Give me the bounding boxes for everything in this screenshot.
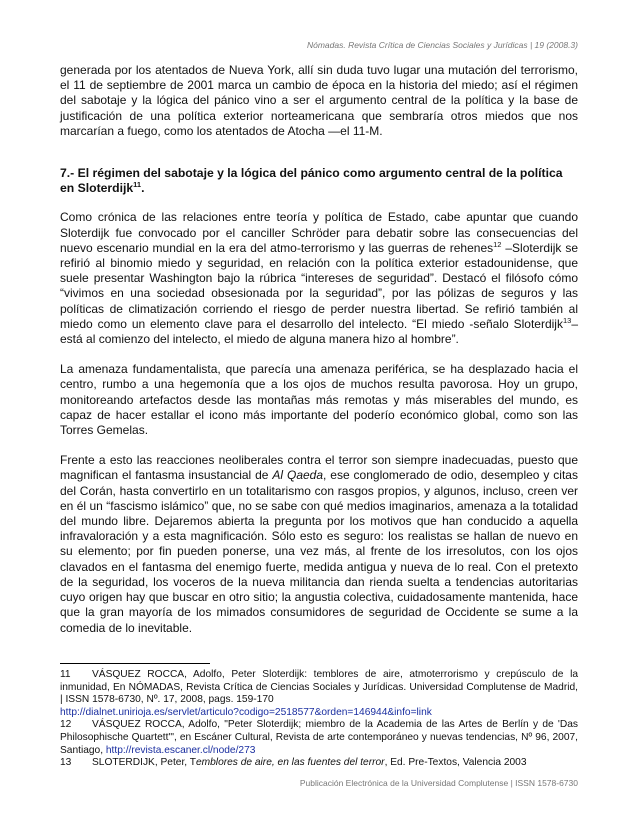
footnote-text: VÁSQUEZ ROCCA, Adolfo, "Peter Sloterdijk; miembro de la Academia de las Artes de Berlín y de 'Das Philosophische Quartett'", en Escáner Cultural, Revista de arte contemporáneo y nuevas tendencias, Nº 96, 2007, Santiago, (60, 719, 578, 756)
running-header (60, 40, 578, 50)
running-footer (60, 778, 578, 788)
journal-line: Nómadas. Revista Crítica de Ciencias Sociales y Jurídicas | 19 (2008.3) (306, 40, 578, 50)
footnote-ref-12: 12 (493, 239, 502, 249)
footnote-link[interactable]: http://revista.escaner.cl/node/273 (105, 744, 256, 756)
footnote-separator (60, 663, 210, 664)
main-text (60, 63, 578, 636)
paragraph-2-part-b: –Sloterdijk se refirió al binomio miedo y seguridad, en relación con la política exterior estadounidense, que suele presentar Washington bajo la rúbrica “intereses de seguridad”. Destacó el filósofo cómo “vivimos en una sociedad obsesionada por la seguridad”, por las pólizas de seguros y las políticas de climatización corriendo el riesgo de perder nuestra libertad. Se refirió también al miedo como un elemento clave para el desarrollo del intelecto. “El miedo -señalo Sloterdijk (60, 240, 578, 331)
footnote-12 (60, 719, 578, 757)
publication-line: Publicación Electrónica de la Universidad Complutense | ISSN 1578-6730 (299, 778, 578, 788)
footnote-ref-11: 11 (133, 180, 142, 190)
footnote-link[interactable]: http://dialnet.unirioja.es/servlet/articulo?codigo=2518577&orden=146944&info=link (60, 706, 432, 718)
footnotes (60, 669, 578, 770)
footnote-number: 13 (60, 757, 72, 769)
paragraph-4-part-b: , ese conglomerado de odio, desempleo y citas del Corán, hasta convertirlo en un totalitarismo con rasgos propios, y algunos, incluso, creen ver en él un “fascismo islámico” que, no se sabe con qué medios imaginarios, amenaza a la totalidad del mundo libre. Dejaremos abierta la pregunta por los motivos que han conducido a aquella infravaloración y a esta magnificación. Sólo esto es seguro: los realistas se hallan de nuevo en su elemento; por fin pueden ponerse, una vez más, al frente de los irresolutos, con los ojos clavados en el fantasma del enemigo fuerte, medida antigua y nueva de lo real. Con el pretexto de la seguridad, los voceros de la nueva militancia dan rienda suelta a tendencias autoritarias cuyo origen hay que buscar en otro sitio; la angustia colectiva, cuidadosamente mantenida, hace que la gran mayoría de los mimados consumidores de seguridad de Occidente se sume a la comedia de lo inevitable. (60, 468, 578, 635)
al-qaeda-italic: Al Qaeda (272, 468, 324, 483)
paragraph-2 (60, 210, 578, 347)
paragraph-2-part-c: – está al comienzo del intelecto, el miedo de alguna manera hizo al hombre”. (60, 316, 578, 347)
paragraph-4 (60, 453, 578, 635)
footnote-text-end: , Ed. Pre-Textos, Valencia 2003 (384, 757, 527, 769)
footnote-text: VÁSQUEZ ROCCA, Adolfo, Peter Sloterdijk: temblores de aire, atmoterrorismo y crepúsculo de la inmunidad, En NÓMADAS, Revista Crítica de Ciencias Sociales y Jurídicas. Universidad Complutense de Madrid, | ISSN 1578-6730, Nº. 17, 2008, pags. 159-170 (60, 669, 578, 706)
footnote-13 (60, 757, 578, 770)
footnote-11 (60, 669, 578, 719)
footnote-number: 12 (60, 719, 72, 731)
paragraph-3: La amenaza fundamentalista, que parecía una amenaza periférica, se ha desplazado hacia el centro, rumbo a una hegemonía que a los ojos de muchos resulta pavorosa. Hoy un grupo, monitoreando artefactos desde las montañas más remotas y más miserables del mundo, es capaz de hacer estallar el icono más importante del poderío económico global, como son las Torres Gemelas. (60, 362, 578, 438)
paragraph-4-part-a: Frente a esto las reacciones neoliberales contra el terror son siempre inadecuadas, puesto que magnifican el fantasma insustancial de (60, 453, 578, 483)
section-heading (60, 166, 578, 196)
footnote-text: SLOTERDIJK, Peter, T (92, 757, 196, 769)
footnote-book-title: emblores de aire, en las fuentes del terror (195, 757, 385, 769)
heading-period: . (141, 181, 145, 196)
paragraph-1: generada por los atentados de Nueva York, allí sin duda tuvo lugar una mutación del terrorismo, el 11 de septiembre de 2001 marca un cambio de época en la historia del miedo; así el régimen del sabotaje y la lógica del pánico vino a ser el argumento central de la política y la base de justificación de una política exterior norteamericana que sembraría otros miedos que nos marcarían a fuego, como los atentados de Atocha —el 11-M. (60, 63, 578, 138)
footnote-ref-13: 13 (562, 315, 572, 325)
paragraph-2-part-a: Como crónica de las relaciones entre teoría y política de Estado, cabe apuntar que cuando Sloterdijk fue convocado por el canciller Schröder para debatir sobre las consecuencias del nuevo escenario mundial en la era del atmo-terrorismo y las guerras de rehenes (60, 210, 578, 255)
section-heading-text: 7.- El régimen del sabotaje y la lógica del pánico como argumento central de la política en Sloterdijk (60, 166, 563, 196)
footnote-number: 11 (60, 669, 71, 680)
